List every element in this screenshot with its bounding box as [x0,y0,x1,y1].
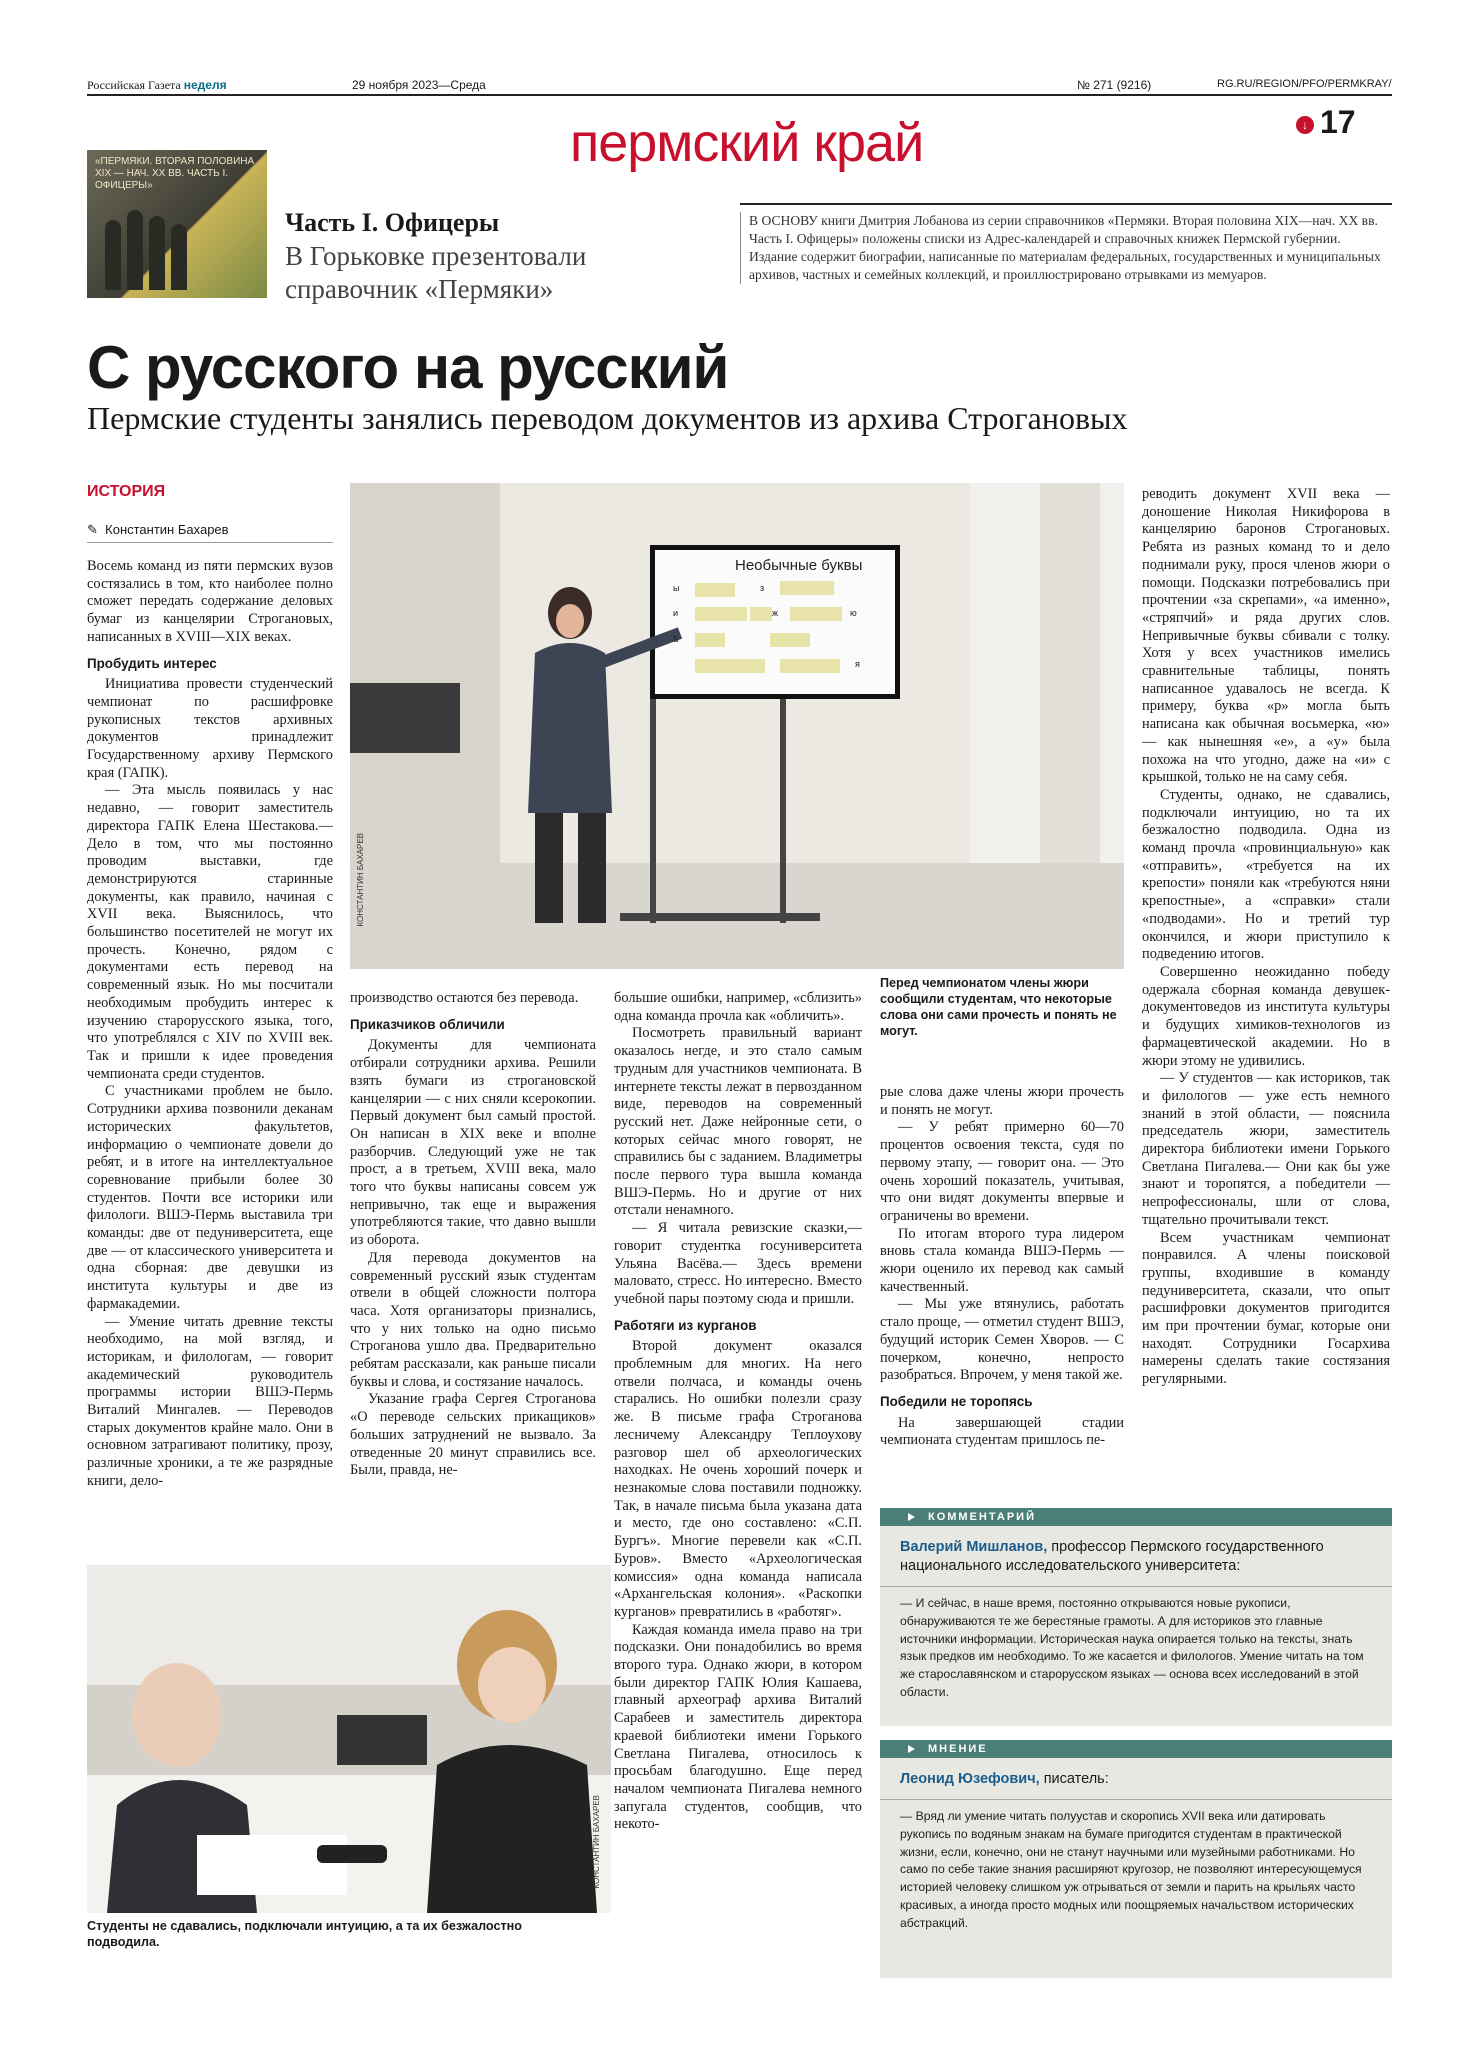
opinion-text: — Вряд ли умение читать полуустав и скоропись XVII века или датировать рукопись по водяным знакам на бумаге пригодится студентам в практической жизни, если, конечно, они не станут научными или музейными работниками. Но само по себе такие знания расширяют кругозор, не позволяют интересующемуся историей человеку слишком уж отрываться от земли и парить на крыльях часто красивых, а иногда просто модных или поощряемых начальством исторических абстракций. [900,1809,1362,1930]
paragraph: Совершенно неожиданно победу одержала сборная команда девушек-документоведов из института культуры и будущих химиков-технологов из фармацевтической академии. Но в жюри этому не удивились. [1142,963,1390,1069]
comment-label: КОММЕНТАРИЙ [880,1508,1392,1526]
paragraph: На завершающей стадии чемпионата студентам пришлось пе- [880,1414,1124,1449]
brand-logo [87,78,227,93]
triangle-icon [908,1745,915,1753]
rubric-title: пермский край [570,113,924,173]
page-header [87,76,1392,96]
issue-date: 29 ноября 2023—Среда [352,78,486,92]
photo-credit: КОНСТАНТИН БАХАРЕВ [592,1795,601,1889]
teaser-lead: В Горьковке презентовали справочник «Пермяки» [285,241,587,304]
brand-edition: неделя [183,78,227,92]
teaser-annotation: В ОСНОВУ книги Дмитрия Лобанова из серии справочников «Пермяки. Вторая половина XIX—нач. XX вв. Часть I. Офицеры» положены списки из Адрес-календарей и справочных книжек Пермской губернии. Издание содержит биографии, написанные по материалам федеральных, государственных и муниципальных архивов, частных и семейных коллекций, и проиллюстрировано отрывками из мемуаров. [740,212,1388,284]
teaser-title: Часть I. Офицеры [285,208,500,237]
paragraph: Указание графа Сергея Строганова «О переводе сельских прикащиков» больших затруднений не вызвало. За отведенные 20 минут справились все. Были, правда, не- [350,1391,596,1479]
book-cover-text: «ПЕРМЯКИ. ВТОРАЯ ПОЛОВИНА XIX — НАЧ. XX ВВ. ЧАСТЬ I. ОФИЦЕРЫ» [95,156,255,191]
article-lead: Восемь команд из пяти пермских вузов состязались в том, кто наиболее полно сможет передать содержание деловых бумаг из канцелярии Строгановых, написанных в XVIII—XIX веках. [87,558,333,645]
paragraph: — Эта мысль появилась у нас недавно, — говорит заместитель директора ГАПК Елена Шестакова.— Дело в том, что мы постоянно проводим выставки, где демонстрируются старинные документы, как правило, начиная с XVII века. Выяснилось, что большинство посетителей не могут их прочесть. Конечно, рядом с документами есть перевод на современный язык. Но мы посчитали необходимым пробудить интерес к изучению старорусского языка, того, что употреблялся с XIV по XVIII век. Так и пришли к идее проведения чемпионата среди студентов. [87,782,333,1082]
paragraph: — У ребят примерно 60—70 процентов освоения текста, судя по первому этапу, — говорит она. — Это очень хороший показатель, учитывая, что они видят документы впервые и ограничены во времени. [880,1119,1124,1224]
photo-caption: Студенты не сдавались, подключали интуицию, а та их безжалостно подводила. [87,1919,522,1949]
photo-students [87,1565,611,1913]
screen-letter: ѣ [673,634,679,644]
arrow-down-icon: ↓ [1296,116,1314,134]
paragraph: Документы для чемпионата отбирали сотрудники архива. Решили взять бумаги из строгановской канцелярии — с них сняли ксерокопии. Первый документ был самый простой. Он написан в XIX веке и вполне разборчив. Следующий уже не так прост, а в третьем, XVIII века, мало того что буквы написаны совсем уж непривычно, так еще и выражения употребляются такие, что давно вышли из оборота. [350,1037,596,1249]
article-subheadline: Пермские студенты занялись переводом документов из архива Строгановых [87,400,1128,436]
screen-letter: я [855,659,860,669]
opinion-author-name: Леонид Юзефович, [900,1771,1040,1787]
photo-caption: Перед чемпионатом члены жюри сообщили студентам, что некоторые слова они сами прочесть и понять не могут. [880,976,1117,1038]
paragraph: — Мы уже втянулись, работать стало проще, — отметил студент ВШЭ, будущий историк Семен Хворов. — С почерком, конечно, непросто разобраться. Впрочем, у меня такой же. [880,1296,1124,1384]
opinion-author-position: писатель: [1043,1771,1109,1787]
figure-silhouette [127,210,143,290]
book-cover-image [87,150,267,298]
comment-box [880,1508,1392,1726]
comment-author-name: Валерий Мишланов, [900,1539,1048,1555]
issue-number: № 271 (9216) [1077,78,1152,92]
paragraph: Второй документ оказался проблемным для многих. На него отвели полчаса, и команды очень старались. Но ошибки полезли сразу же. В письме графа Строганова лесничему Александру Теплоухову разговор шел об археологических находках. Не очень хороший почерк и незнакомые слова поставили подножку. Так, в начале письма была указана дата и место, где оно составлено: «С.П. Бургъ». Многие перевели как «С.П. Буров». Вместо «Археологическая комиссия» одна команда написала «Архангельская колония». «Раскопки курганов» превратились в «работяг». [614,1338,862,1620]
photo-credit: КОНСТАНТИН БАХАРЕВ [356,833,365,927]
opinion-label: МНЕНИЕ [880,1740,1392,1758]
figure-silhouette [105,220,121,290]
subheading: Работяги из курганов [614,1317,757,1333]
author-byline [87,522,333,543]
author-name: Константин Бахарев [105,522,229,537]
section-label: ИСТОРИЯ [87,483,166,500]
figure-silhouette [171,224,187,290]
paragraph: По итогам второго тура лидером вновь стала команда ВШЭ-Пермь — жюри оценило их перевод как самый качественный. [880,1225,1124,1295]
comment-author [880,1526,1392,1587]
subheading: Приказчиков обличили [350,1016,505,1032]
paragraph: — Я читала ревизские сказки,— говорит студентка госуниверситета Ульяна Васёва.— Здесь времени маловато, стресс. Но интересно. Вместо учебной пары поэтому сюда и пришли. [614,1220,862,1307]
triangle-icon [908,1513,915,1521]
site-url[interactable]: RG.RU/REGION/PFO/PERMKRAY/ [1217,78,1392,90]
paragraph: Посмотреть правильный вариант оказалось негде, и это стало самым трудным для участников чемпионата. В интернете тексты лежат в первозданном виде, переводов на современный русский нет. Даже нейронные сети, о которых сейчас много говорят, не справились бы с заданием. Владиметры после первого тура вышла команда ВШЭ-Пермь. Но и другие от них отстали ненамного. [614,1025,862,1219]
article-column-5 [1142,486,1390,1494]
opinion-box [880,1740,1392,1978]
screen-letter: ю [850,608,857,618]
article-column-1 [87,558,333,1560]
article-column-3 [614,990,862,2038]
photo-presentation [350,483,1124,969]
screen-letter: ж [772,608,779,618]
article-column-2 [350,990,596,1555]
students-illustration [87,1565,611,1913]
paragraph: Для перевода документов на современный русский язык студентам отвели в общей сложности полтора часа. Хотя организаторы признались, что у них только на одно письмо Строганова ушло два. Предварительно ребятам рассказали, как раньше писали буквы и слова, и состязание началось. [350,1249,596,1390]
paragraph: реводить документ XVII века — доношение Николая Никифорова в канцелярию баронов Строгановых. Ребята из разных команд то и дело поднимали руку, прося членов жюри о помощи. Подсказки потребовались при прочтении «за скрепами», «а именно», «стряпчий» и ряда других слов. Непривычные буквы сбивали с толку. Хотя у всех участников имелись сравнительные таблицы, понять написанное удавалось не всегда. К примеру, буква «р» могла быть написана как обычная восьмерка, «ю» — как нынешняя «е», а «у» была похожа на что угодно, даже на «и» с крышкой, только не на саму себя. [1142,486,1390,786]
paragraph: большие ошибки, например, «сблизить» одна команда прочла как «обличить». [614,990,862,1024]
comment-author-position: профессор Пермского государственного национального исследовательского университета: [900,1539,1324,1574]
comment-text: — И сейчас, в наше время, постоянно открываются новые рукописи, обнаруживаются те же берестяные грамоты. А для историков это главные источники информации. Историческая наука опирается только на тексты, знать язык предков им необходимо. То же касается и филологов. Умение читать на том же старославянском и старорусском языках — основа всех исследований в этой области. [900,1596,1364,1699]
paragraph: рые слова даже члены жюри прочесть и понять не могут. [880,1084,1124,1118]
pen-icon: ✎ [87,522,98,537]
paragraph: Студенты, однако, не сдавались, подключали интуицию, но та их безжалостно подводила. Одна из команд прочла «провинциальную» как «отправить», «требуется на их крепости» поняли как «требуются няни крепостные», а «справки» стали «подводами». Но и третий тур окончился, и жюри приступило к подведению итогов. [1142,786,1390,963]
paragraph: Каждая команда имела право на три подсказки. Они понадобились во время второго тура. Однако жюри, в котором были директор ГАПК Юлия Кашаева, главный археограф архива Виталий Сарабеев и заместитель директора краевой библиотеки имени Горького Светлана Пигалева, относилось к просьбам благодушно. Еще перед началом чемпионата Пигалева немного запугала студентов, сообщив, что некото- [614,1621,862,1833]
figure-silhouette [149,216,165,290]
brand-name: Российская Газета [87,78,181,92]
paragraph: — Умение читать древние тексты необходимо, на мой взгляд, и историкам, и филологам, — говорит академический руководитель программы истории ВШЭ-Пермь Виталий Мингалев. — Переводов старых документов крайне мало. Они в основном затрагивают политику, прозу, различные хроники, а те же разрядные книги, дело- [87,1313,333,1489]
paragraph: С участниками проблем не было. Сотрудники архива позвонили деканам исторических факультетов, информацию о чемпионате довели до ребят, и в итоге на интеллектуальное соревнование прибыли более 30 студентов. Почти все историки или филологи. ВШЭ-Пермь выставила три команды: две от педуниверситета, еще две — от классического университета и одна сборная: две девушки из института культуры и две из фармакадемии. [87,1083,333,1312]
article-column-4 [880,1084,1124,1494]
divider [740,203,1392,205]
paragraph: Всем участникам чемпионат понравился. А члены поисковой группы, входившие в команду педуниверситета, сказали, что опыт расшифровки документов пригодится им при прочтении бумаг, которые они находят. Сотрудники Госархива намерены сделать такие состязания регулярными. [1142,1229,1390,1388]
paragraph: — У студентов — как историков, так и филологов — уже есть немного знаний в этой области, — пояснила председатель жюри, заместитель директора библиотеки имени Горького Светлана Пигалева.— Они как бы уже знают и торопятся, а победители — непрофессионалы, шли от слова, тщательно прочитывали текст. [1142,1070,1390,1228]
opinion-author [880,1758,1392,1800]
paragraph: Инициатива провести студенческий чемпионат по расшифровке рукописных текстов архивных документов принадлежит Государственному архиву Пермского края (ГАПК). [87,676,333,781]
screen-letter: и [673,608,679,618]
subheading: Пробудить интерес [87,655,217,671]
screen-title: Необычные буквы [735,557,863,574]
article-headline: С русского на русский [87,334,729,401]
presentation-illustration [350,483,1124,969]
page-number: 17 [1320,104,1356,140]
subheading: Победили не торопясь [880,1393,1033,1409]
paragraph: производство остаются без перевода. [350,990,579,1006]
screen-letter: ы [673,583,680,593]
screen-letter: з [760,583,765,593]
